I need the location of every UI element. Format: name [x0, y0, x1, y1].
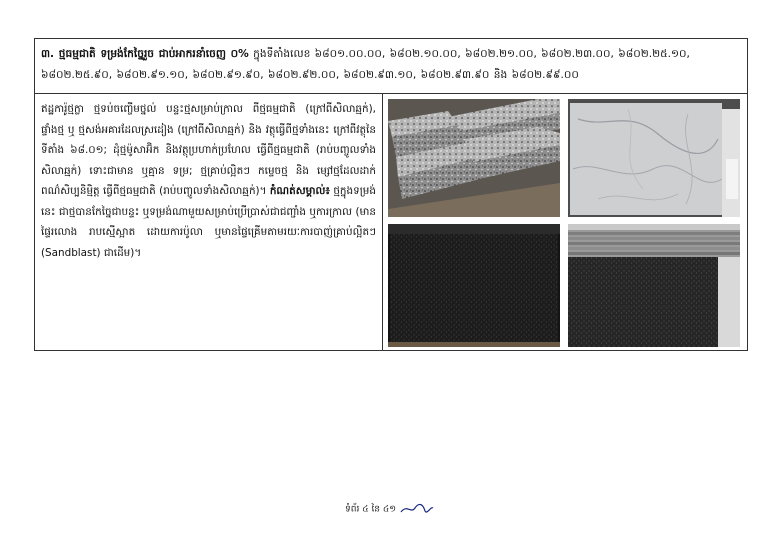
granite-steps-photo: [388, 99, 560, 217]
table-heading-row: [35, 39, 747, 94]
page-footer: [0, 502, 780, 517]
marble-slab-photo: [568, 99, 740, 217]
stacked-granite-slabs-photo: [568, 224, 740, 347]
initials-signature: [399, 502, 435, 516]
photo-cell: [383, 94, 747, 350]
description-text: ឥដ្ឋការ៉ូថ្មក្លា ថ្មទប់ចញ្ចើមថ្នល់ បន្ទះថ្មសម្រាប់ក្រាល ពីថ្មធម្មជាតិ (ក្រៅពីសិលាឆ្មក់), ផ្ទាំងថ្ម ឬ ថ្មសង់អគារដែលស្រដៀង (ក្រៅពីសិលាឆ្មក់) និង វត្ថុធ្វើពីថ្មទាំងនេះ ក្រៅពីវត្ថុនៃទីតាំង ៦៨.០១; ដុំថ្មម៉ូសាអ៊ិក និងវត្ថុប្រហាក់ប្រហែល ធ្វើពីថ្មធម្មជាតិ (រាប់បញ្ចូលទាំងសិលាឆ្មក់) ទោះជាមាន ឬគ្មាន ទម្រ; ថ្មគ្រាប់ល្អិតៗ កម្ទេចថ្ម និង ម្សៅថ្មដែលដាក់ពណ៌សិប្បនិម្មិត្ត ធ្វើពីថ្មធម្មជាតិ (រាប់បញ្ចូលទាំងសិលាឆ្មក់)។: [41, 103, 376, 197]
product-table: [34, 38, 748, 351]
black-granite-slab-photo: [388, 224, 560, 347]
heading-hs-codes: ក្នុងទីតាំងលេខ ៦៨០១.០០.០០, ៦៨០២.១០.០០, ៦៨០២.២១.០០, ៦៨០២.២៣.០០, ៦៨០២.២៥.១០, ៦៨០២.២៥.៩០, ៦៨០២.៩១.១០, ៦៨០២.៩១.៩០, ៦៨០២.៩២.០០, ៦៨០២.៩៣.១០, ៦៨០២.៩៣.៩០ និង ៦៨០២.៩៩.០០: [41, 48, 690, 81]
description-cell: [35, 94, 383, 350]
note-text: ថ្មក្នុងទម្រង់នេះ ជាថ្មបានកែច្នៃជាបន្ទះ ឬទម្រង់ណាមួយសម្រាប់ប្រើប្រាស់ជាជញ្ជាំង ឬការក្រាល (មានផ្ទៃរលោង រាបស្មើស្អាត ដោយការប៉ូលា ឬមានផ្ទៃគ្រើមតាមរយៈការបាញ់គ្រាប់ល្អិតៗ (Sandblast) ជាដើម)។: [41, 185, 376, 259]
page-number: ទំព័រ ៤ នៃ ៤១: [345, 504, 397, 515]
note-label: កំណត់សម្គាល់៖: [269, 185, 330, 197]
heading-title: ៣. ថ្មធម្មជាតិ ទម្រង់កែច្នៃរួច ជាប់អាករនាំចេញ ០%: [41, 48, 249, 60]
